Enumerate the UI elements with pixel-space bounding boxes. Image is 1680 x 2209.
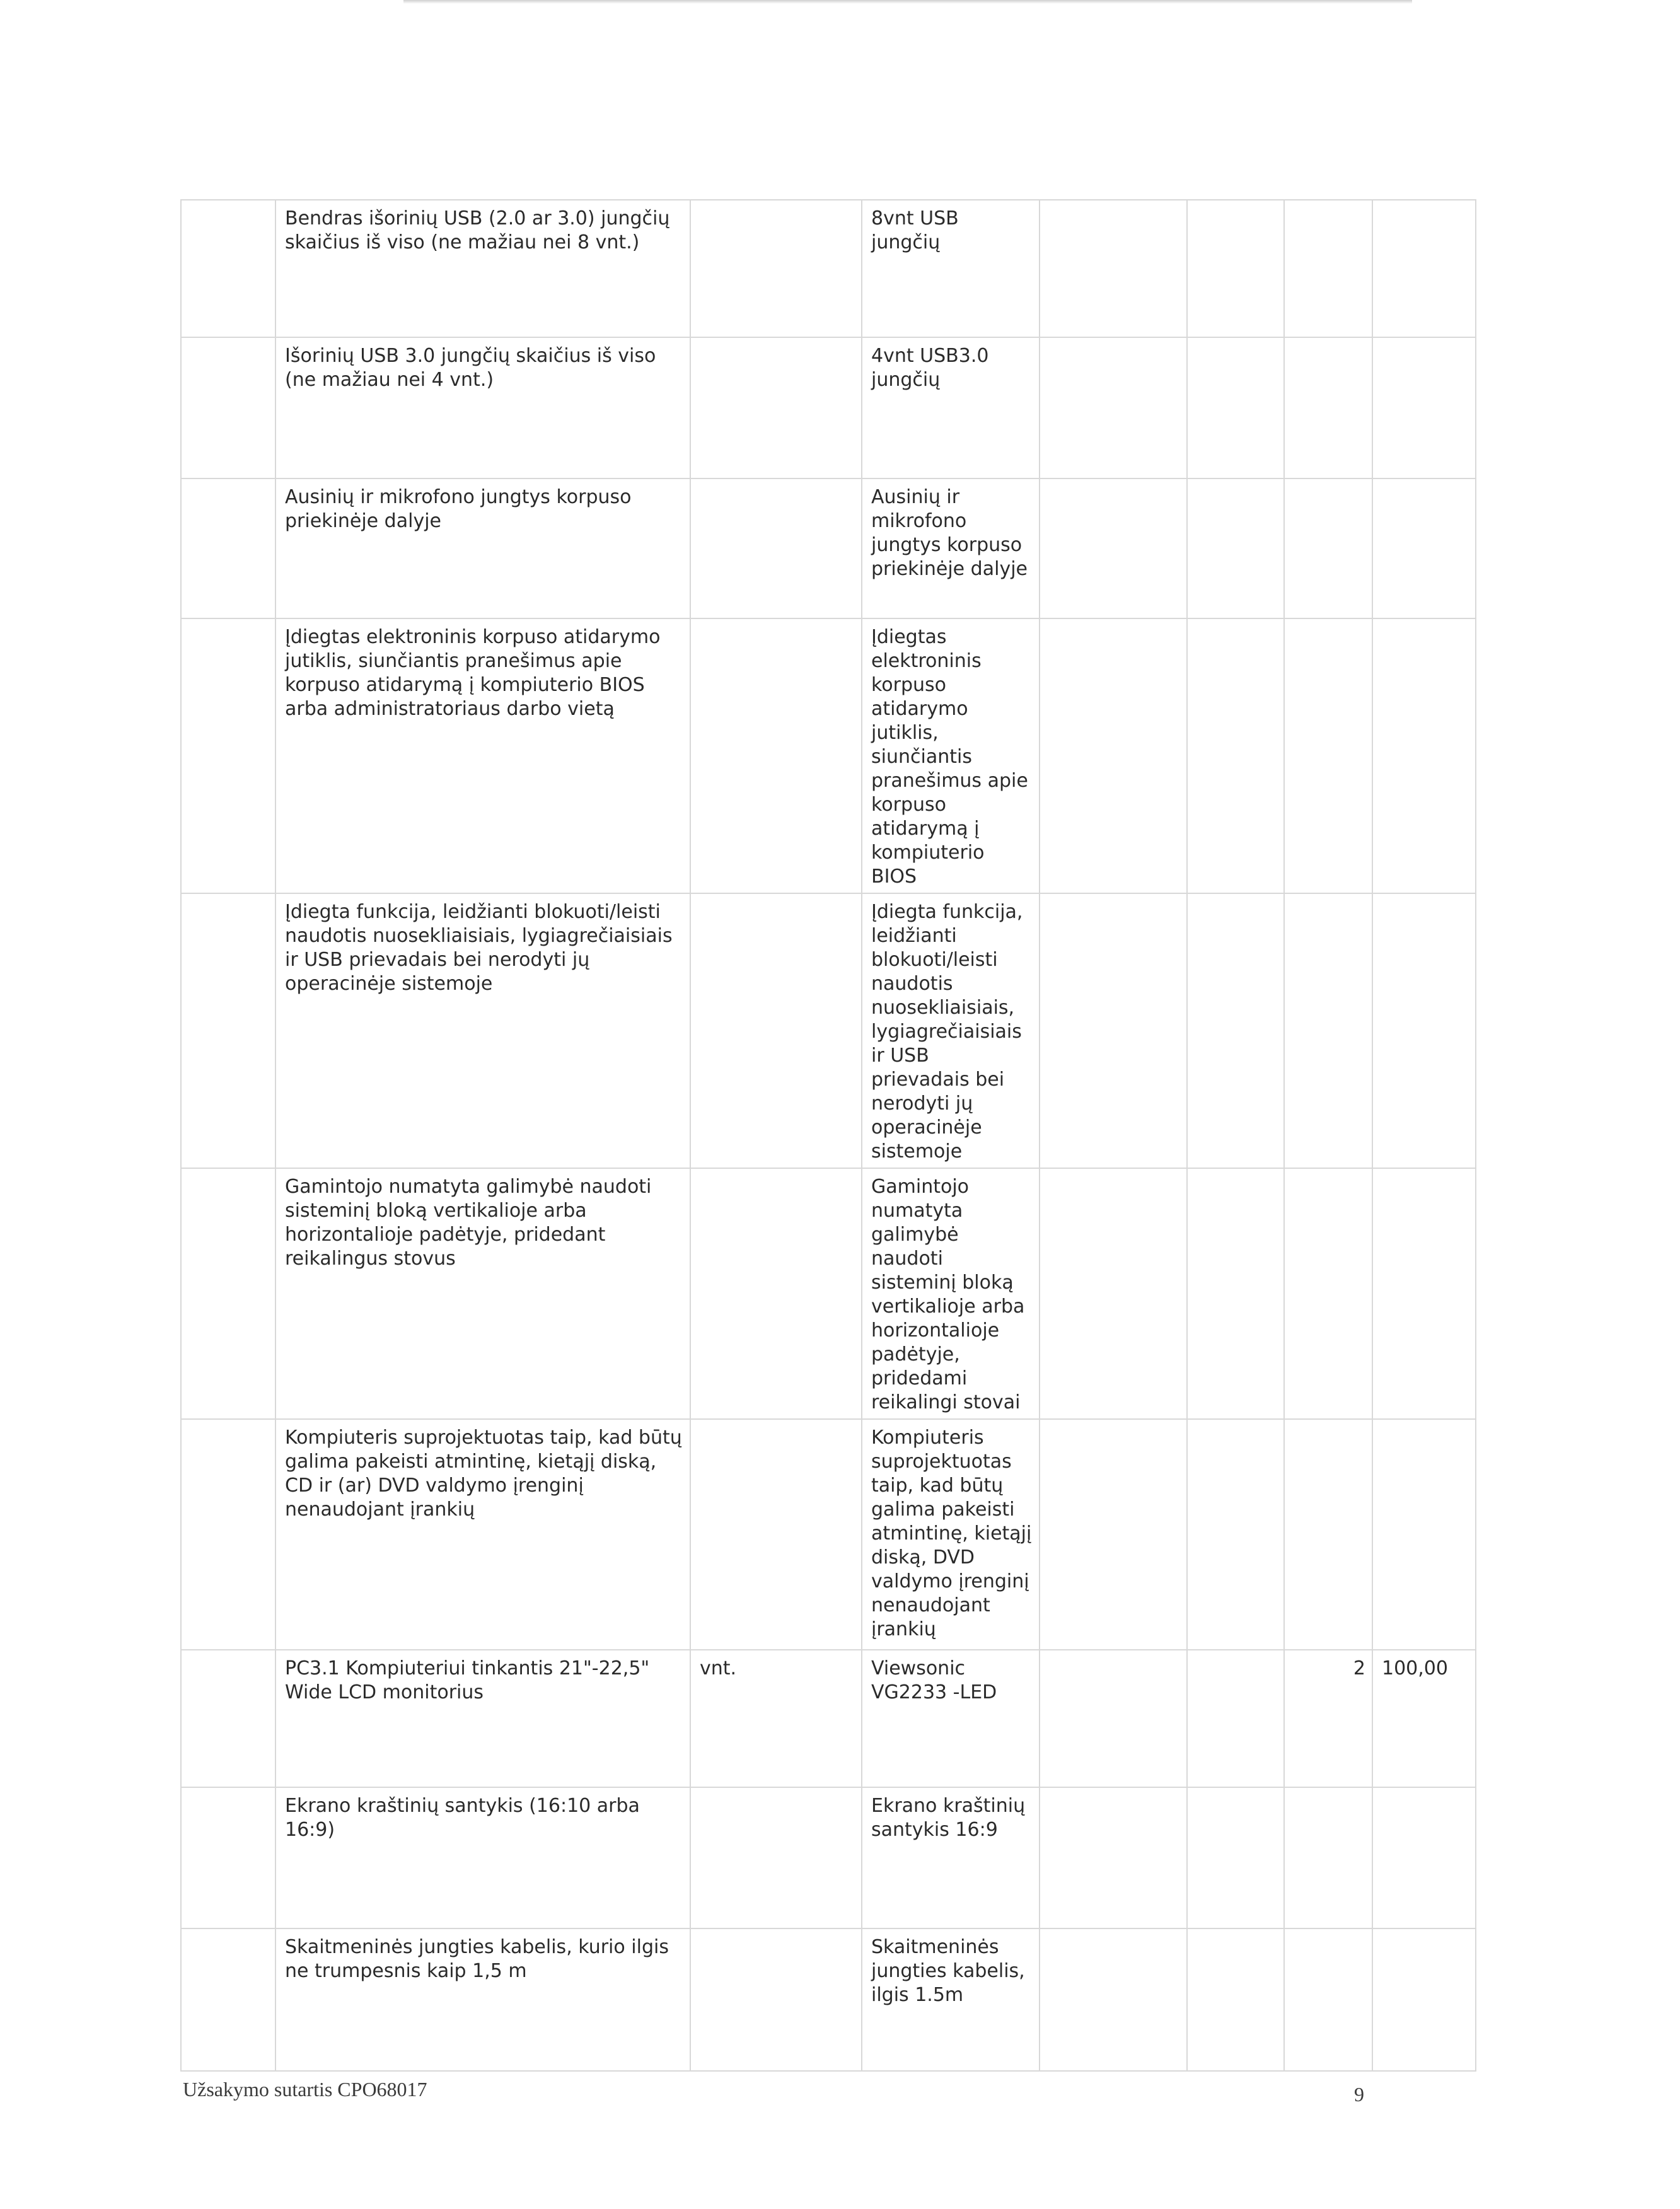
unit-cell <box>690 1419 862 1650</box>
requirement-cell: Ekrano kraštinių santykis (16:10 arba 16:9) <box>275 1787 690 1928</box>
requirement-cell: Skaitmeninės jungties kabelis, kurio ilgis ne trumpesnis kaip 1,5 m <box>275 1928 690 2071</box>
extra-cell <box>1187 1168 1284 1419</box>
table-row <box>181 1168 1476 1419</box>
unit-cell <box>690 893 862 1168</box>
notes-cell <box>1040 1419 1187 1650</box>
table-row <box>181 200 1476 337</box>
requirement-cell: Bendras išorinių USB (2.0 ar 3.0) jungčių skaičius iš viso (ne mažiau nei 8 vnt.) <box>275 200 690 337</box>
notes-cell <box>1040 893 1187 1168</box>
price-cell <box>1372 478 1476 618</box>
extra-cell <box>1187 1928 1284 2071</box>
notes-cell <box>1040 200 1187 337</box>
extra-cell <box>1187 337 1284 478</box>
quantity-cell <box>1284 1168 1372 1419</box>
unit-cell: vnt. <box>690 1650 862 1787</box>
quantity-cell <box>1284 478 1372 618</box>
offer-cell: Įdiegtas elektroninis korpuso atidarymo jutiklis, siunčiantis pranešimus apie korpuso atidarymą į kompiuterio BIOS <box>862 618 1040 893</box>
requirement-cell: Įdiegta funkcija, leidžianti blokuoti/leisti naudotis nuosekliaisiais, lygiagrečiaisiais ir USB prievadais bei nerodyti jų operacinėje sistemoje <box>275 893 690 1168</box>
table-row <box>181 1787 1476 1928</box>
unit-cell <box>690 1787 862 1928</box>
quantity-cell <box>1284 893 1372 1168</box>
offer-cell: Skaitmeninės jungties kabelis, ilgis 1.5m <box>862 1928 1040 2071</box>
table-row <box>181 893 1476 1168</box>
offer-cell: 4vnt USB3.0 jungčių <box>862 337 1040 478</box>
unit-cell <box>690 1928 862 2071</box>
offer-cell: Ekrano kraštinių santykis 16:9 <box>862 1787 1040 1928</box>
price-cell <box>1372 200 1476 337</box>
notes-cell <box>1040 1787 1187 1928</box>
extra-cell <box>1187 200 1284 337</box>
offer-cell: Gamintojo numatyta galimybė naudoti sisteminį bloką vertikalioje arba horizontalioje padėtyje, pridedami reikalingi stovai <box>862 1168 1040 1419</box>
extra-cell <box>1187 1419 1284 1650</box>
price-cell <box>1372 1168 1476 1419</box>
footer-page-number: 9 <box>1354 2083 1364 2106</box>
unit-cell <box>690 337 862 478</box>
row-index-cell <box>181 1787 275 1928</box>
row-index-cell <box>181 1419 275 1650</box>
extra-cell <box>1187 1650 1284 1787</box>
offer-cell: Viewsonic VG2233 -LED <box>862 1650 1040 1787</box>
requirement-cell: Ausinių ir mikrofono jungtys korpuso priekinėje dalyje <box>275 478 690 618</box>
table-row <box>181 618 1476 893</box>
extra-cell <box>1187 1787 1284 1928</box>
extra-cell <box>1187 478 1284 618</box>
requirement-cell: Išorinių USB 3.0 jungčių skaičius iš viso (ne mažiau nei 4 vnt.) <box>275 337 690 478</box>
price-cell <box>1372 1419 1476 1650</box>
price-cell <box>1372 893 1476 1168</box>
price-cell <box>1372 337 1476 478</box>
table-body <box>181 200 1476 2071</box>
offer-cell: Įdiegta funkcija, leidžianti blokuoti/leisti naudotis nuosekliaisiais, lygiagrečiaisiais ir USB prievadais bei nerodyti jų operacinėje sistemoje <box>862 893 1040 1168</box>
notes-cell <box>1040 1650 1187 1787</box>
row-index-cell <box>181 1168 275 1419</box>
extra-cell <box>1187 893 1284 1168</box>
offer-cell: 8vnt USB jungčių <box>862 200 1040 337</box>
notes-cell <box>1040 478 1187 618</box>
specification-table <box>180 199 1476 2072</box>
table-row <box>181 1650 1476 1787</box>
offer-cell: Ausinių ir mikrofono jungtys korpuso priekinėje dalyje <box>862 478 1040 618</box>
requirement-cell: Įdiegtas elektroninis korpuso atidarymo jutiklis, siunčiantis pranešimus apie korpuso atidarymą į kompiuterio BIOS arba administratoriaus darbo vietą <box>275 618 690 893</box>
table-row <box>181 337 1476 478</box>
price-cell <box>1372 1928 1476 2071</box>
price-cell <box>1372 1787 1476 1928</box>
unit-cell <box>690 1168 862 1419</box>
quantity-cell: 2 <box>1284 1650 1372 1787</box>
scan-edge-artifact <box>403 0 1412 4</box>
table-row <box>181 1419 1476 1650</box>
notes-cell <box>1040 337 1187 478</box>
offer-cell: Kompiuteris suprojektuotas taip, kad būtų galima pakeisti atmintinę, kietąjį diską, DVD valdymo įrenginį nenaudojant įrankių <box>862 1419 1040 1650</box>
requirement-cell: Kompiuteris suprojektuotas taip, kad būtų galima pakeisti atmintinę, kietąjį diską, CD ir (ar) DVD valdymo įrenginį nenaudojant įrankių <box>275 1419 690 1650</box>
extra-cell <box>1187 618 1284 893</box>
quantity-cell <box>1284 337 1372 478</box>
table-row <box>181 1928 1476 2071</box>
quantity-cell <box>1284 1787 1372 1928</box>
notes-cell <box>1040 618 1187 893</box>
notes-cell <box>1040 1168 1187 1419</box>
price-cell <box>1372 618 1476 893</box>
row-index-cell <box>181 893 275 1168</box>
quantity-cell <box>1284 1419 1372 1650</box>
quantity-cell <box>1284 1928 1372 2071</box>
row-index-cell <box>181 337 275 478</box>
row-index-cell <box>181 1928 275 2071</box>
requirement-cell: PC3.1 Kompiuteriui tinkantis 21"-22,5" Wide LCD monitorius <box>275 1650 690 1787</box>
row-index-cell <box>181 1650 275 1787</box>
unit-cell <box>690 478 862 618</box>
price-cell: 100,00 <box>1372 1650 1476 1787</box>
table-row <box>181 478 1476 618</box>
unit-cell <box>690 200 862 337</box>
notes-cell <box>1040 1928 1187 2071</box>
unit-cell <box>690 618 862 893</box>
footer-contract-number: Užsakymo sutartis CPO68017 <box>183 2078 427 2101</box>
row-index-cell <box>181 618 275 893</box>
row-index-cell <box>181 200 275 337</box>
requirement-cell: Gamintojo numatyta galimybė naudoti sisteminį bloką vertikalioje arba horizontalioje padėtyje, pridedant reikalingus stovus <box>275 1168 690 1419</box>
quantity-cell <box>1284 200 1372 337</box>
row-index-cell <box>181 478 275 618</box>
quantity-cell <box>1284 618 1372 893</box>
